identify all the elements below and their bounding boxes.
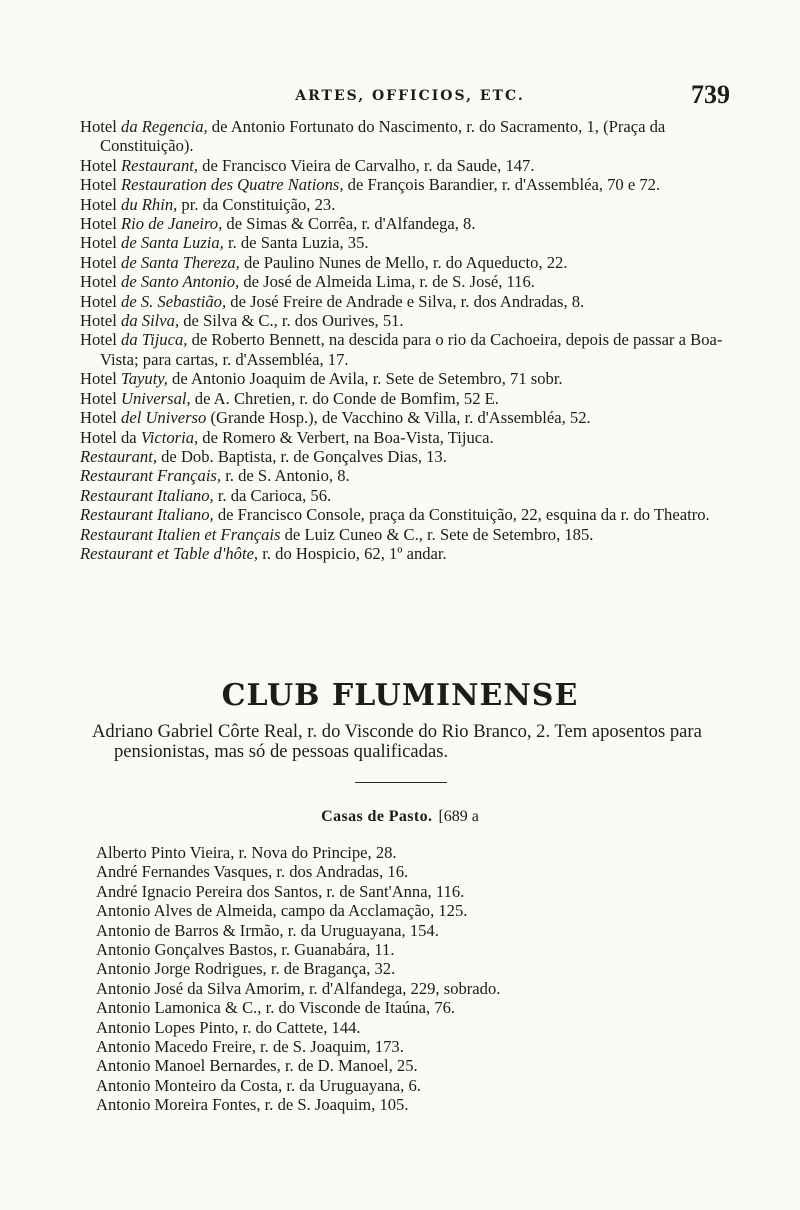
entry-name: Restaurant, xyxy=(121,155,199,175)
entry-name: de S. Sebastião, xyxy=(121,291,227,311)
entry-name: Restaurant et Table d'hôte, xyxy=(80,543,259,563)
casa-de-pasto-entry: Antonio Gonçalves Bastos, r. Guanabára, 11. xyxy=(96,940,395,960)
entry-details: de Antonio Fortunato do Nascimento, r. do Sacramento, 1, (Praça da Constituição). xyxy=(100,117,666,156)
entry-details: de Antonio Joaquim de Avila, r. Sete de Setembro, 71 sobr. xyxy=(167,369,563,389)
hotel-entry xyxy=(80,195,730,214)
entry-name: Rio de Janeiro, xyxy=(121,214,223,234)
entry-kind: Hotel xyxy=(80,155,117,175)
casa-de-pasto-entry: Antonio Jorge Rodrigues, r. de Bragança, 32. xyxy=(96,959,396,979)
entry-kind: Hotel xyxy=(80,311,117,331)
entry-name: Restaurant Italiano, xyxy=(80,485,214,505)
casa-de-pasto-entry: Antonio de Barros & Irmão, r. da Uruguayana, 154. xyxy=(96,920,439,940)
hotel-entry xyxy=(80,253,730,272)
entry-name: Restaurant Italiano, xyxy=(80,505,214,525)
casa-de-pasto-entry: Alberto Pinto Vieira, r. Nova do Principe, 28. xyxy=(96,843,397,862)
entry-details: r. de S. Antonio, 8. xyxy=(221,466,350,486)
casa-de-pasto-entry: André Fernandes Vasques, r. dos Andradas, 16. xyxy=(96,862,409,882)
entry-kind: Hotel da xyxy=(80,427,137,447)
hotel-entry xyxy=(80,117,730,156)
entry-details: de Dob. Baptista, r. de Gonçalves Dias, 13. xyxy=(156,446,447,466)
entry-name: de Santa Luzia, xyxy=(121,233,224,253)
entry-name: Restaurant Français, xyxy=(80,466,222,486)
entry-kind: Hotel xyxy=(80,233,117,253)
entry-kind: Hotel xyxy=(80,252,117,272)
section-title: ARTES, OFFICIOS, ETC. xyxy=(295,88,525,104)
hotel-entry xyxy=(80,156,730,175)
entry-details: de Silva & C., r. dos Ourives, 51. xyxy=(179,311,404,331)
running-head xyxy=(90,80,730,110)
hotel-entry xyxy=(80,505,730,524)
casas-title: Casas de Pasto. xyxy=(321,808,433,825)
entry-name: da Silva, xyxy=(121,311,180,331)
entry-kind: Hotel xyxy=(80,272,117,292)
entry-name: Restaurant Italien et Français xyxy=(80,524,281,544)
entry-name: Restauration des Quatre Nations, xyxy=(121,175,344,195)
entry-name: da Tijuca, xyxy=(121,330,188,350)
casa-de-pasto-entry: Antonio Moreira Fontes, r. de S. Joaquim, 105. xyxy=(96,1095,409,1115)
casas-cross-reference: [689 a xyxy=(438,808,479,825)
entry-name: Restaurant, xyxy=(80,446,157,466)
entry-details: r. de Santa Luzia, 35. xyxy=(223,233,369,253)
entry-kind: Hotel xyxy=(80,214,117,234)
hotel-entry xyxy=(80,214,730,233)
entry-name: de Santa Thereza, xyxy=(121,252,240,272)
hotel-entry xyxy=(80,233,730,252)
club-entry-text: Adriano Gabriel Côrte Real, r. do Visconde do Rio Branco, 2. Tem aposentos para pensionistas, mas só de pessoas qualificadas. xyxy=(92,721,702,762)
casa-de-pasto-entry: Antonio Lamonica & C., r. do Visconde de Itaúna, 76. xyxy=(96,998,456,1018)
entry-details: de Romero & Verbert, na Boa-Vista, Tijuca. xyxy=(198,427,494,447)
entry-name: Tayuty, xyxy=(121,369,168,389)
entry-name: Victoria, xyxy=(140,427,199,447)
casa-de-pasto-entry: Antonio Manoel Bernardes, r. de D. Manoel, 25. xyxy=(96,1056,418,1076)
hotel-entry xyxy=(80,486,730,505)
entry-name: de Santo Antonio, xyxy=(121,272,240,292)
entry-kind: Hotel xyxy=(80,194,117,214)
hotel-entry xyxy=(80,525,730,544)
casa-de-pasto-entry: André Ignacio Pereira dos Santos, r. de Sant'Anna, 116. xyxy=(96,881,465,901)
entry-kind: Hotel xyxy=(80,369,117,389)
entry-kind: Hotel xyxy=(80,117,117,136)
hotel-entry xyxy=(80,292,730,311)
casa-de-pasto-entry: Antonio Monteiro da Costa, r. da Uruguayana, 6. xyxy=(96,1075,421,1095)
entry-details: de José Freire de Andrade e Silva, r. dos Andradas, 8. xyxy=(226,291,585,311)
entry-details: pr. da Constituição, 23. xyxy=(177,194,336,214)
page-number: 739 xyxy=(691,80,730,109)
hotel-entry xyxy=(80,466,730,485)
hotel-entry xyxy=(80,311,730,330)
entry-kind: Hotel xyxy=(80,330,117,350)
entry-name: du Rhin, xyxy=(121,194,178,214)
hotel-entry xyxy=(80,330,730,369)
entry-details: de Roberto Bennett, na descida para o rio da Cachoeira, depois de passar a Boa-Vista; para cartas, r. d'Assembléa, 17. xyxy=(100,330,723,369)
hotel-entry xyxy=(80,272,730,291)
entry-details: de François Barandier, r. d'Assembléa, 70 e 72. xyxy=(343,175,661,195)
hotel-entry xyxy=(80,369,730,388)
entry-name: Universal, xyxy=(121,388,191,408)
club-entry xyxy=(92,722,742,762)
casa-de-pasto-entry: Antonio Lopes Pinto, r. do Cattete, 144. xyxy=(96,1017,361,1037)
entry-kind: Hotel xyxy=(80,175,117,195)
hotel-entry xyxy=(80,428,730,447)
section-divider xyxy=(355,782,447,783)
entry-details: de Simas & Corrêa, r. d'Alfandega, 8. xyxy=(222,214,476,234)
hotel-entry xyxy=(80,389,730,408)
entry-details: de Paulino Nunes de Mello, r. do Aqueducto, 22. xyxy=(239,252,568,272)
entry-kind: Hotel xyxy=(80,388,117,408)
entry-details: de A. Chretien, r. do Conde de Bomfim, 52 E. xyxy=(190,388,499,408)
entry-details: r. do Hospicio, 62, 1º andar. xyxy=(258,543,447,563)
entry-kind: Hotel xyxy=(80,408,117,428)
entry-details: (Grande Hosp.), de Vacchino & Villa, r. d'Assembléa, 52. xyxy=(206,408,591,428)
entry-details: r. da Carioca, 56. xyxy=(213,485,332,505)
hotel-entry xyxy=(80,175,730,194)
entry-details: de Francisco Vieira de Carvalho, r. da Saude, 147. xyxy=(198,155,535,175)
casas-heading xyxy=(0,808,800,826)
hotel-entry xyxy=(80,447,730,466)
entry-details: de José de Almeida Lima, r. de S. José, 116. xyxy=(239,272,535,292)
casas-list xyxy=(96,843,736,1115)
hotel-entry xyxy=(80,544,730,563)
casa-de-pasto-entry: Antonio Alves de Almeida, campo da Acclamação, 125. xyxy=(96,901,468,921)
entry-name: da Regencia, xyxy=(121,117,208,136)
entry-kind: Hotel xyxy=(80,291,117,311)
entry-name: del Universo xyxy=(121,408,207,428)
club-heading: CLUB FLUMINENSE xyxy=(221,678,579,713)
hotel-list xyxy=(80,117,730,563)
casa-de-pasto-entry: Antonio Macedo Freire, r. de S. Joaquim, 173. xyxy=(96,1037,404,1057)
hotel-entry xyxy=(80,408,730,427)
entry-details: de Francisco Console, praça da Constituição, 22, esquina da r. do Theatro. xyxy=(213,505,710,525)
casa-de-pasto-entry: Antonio José da Silva Amorim, r. d'Alfandega, 229, sobrado. xyxy=(96,978,501,998)
entry-details: de Luiz Cuneo & C., r. Sete de Setembro, 185. xyxy=(280,524,594,544)
